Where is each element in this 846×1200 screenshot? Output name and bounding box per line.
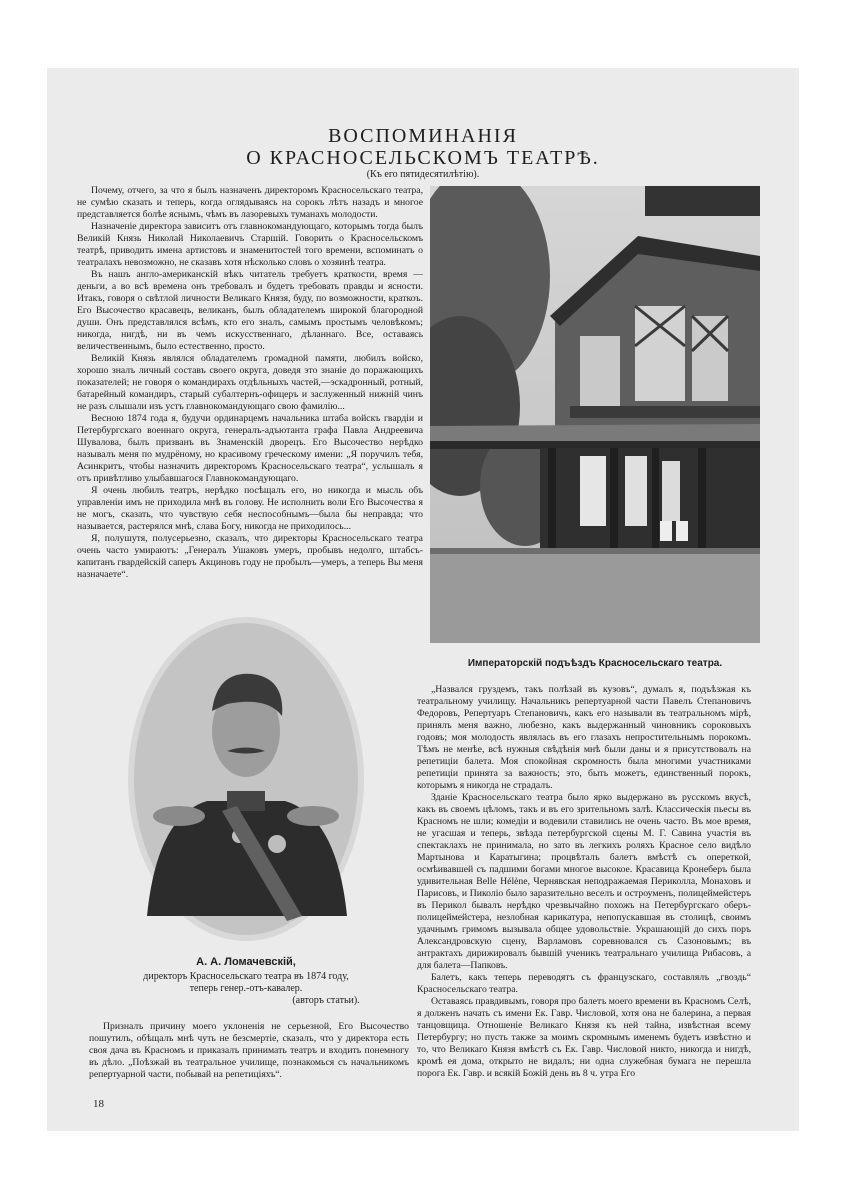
left-text-column — [77, 185, 423, 605]
paragraph: Я, полушутя, полусерьезно, сказалъ, что директоры Красносельскаго театра очень часто умираютъ: „Генералъ Ушаковъ умеръ, пробывъ недолго, штабсъ-капитанъ гвардейскій саперъ Акциновъ году не пробылъ—умеръ, а теперь Вы меня назначаете“. — [77, 533, 423, 580]
article-title-line-1: ВОСПОМИНАНІЯ — [328, 125, 518, 147]
paragraph: Назначеніе директора зависитъ отъ главнокомандующаго, которымъ тогда былъ Великій Князь Николай Николаевичъ Старшій. Говорить о Красносельскомъ театрѣ, приводить имена артистовъ и знаменитостей того времени, вспоминать о театралахъ невозможно, не сказавъ хотя нѣсколько словъ о хозяинѣ театра. — [77, 221, 423, 268]
paragraph: Весною 1874 года я, будучи ординарцемъ начальника штаба войскъ гвардіи и Петербургскаго военнаго округа, генералъ-адъютанта графа Павла Андреевича Шувалова, былъ призванъ въ Знаменскій дворецъ. Его Высочество нерѣдко называлъ меня по мудрёному, но красивому греческому имени: „Я поручилъ тебя, Асинкритъ, чтобы назначить директоромъ Красносельскаго театра“, услышалъ я отъ привѣтливо улыбавшагося Главнокомандующаго. — [77, 413, 423, 484]
paragraph: Балетъ, какъ теперь переводятъ съ французскаго, составлялъ „гвоздь“ Красносельскаго театра. — [417, 972, 751, 995]
theatre-photo-caption: Императорскій подъѣздъ Красносельскаго театра. — [467, 658, 723, 669]
paragraph: Въ нашъ англо-американскій вѣкъ читатель требуетъ краткости, время — деньги, а во всѣ времена онъ требовалъ и будетъ требовать правды и ясности. Итакъ, говоря о свѣтлой личности Великаго Князя, буду, по возможности, краткоъ. Его Высочество красавецъ, великанъ, былъ обладателемъ широкой благородной души. Онъ представлялся всѣмъ, кто его зналъ, самымъ простымъ человѣкомъ; никогда, нигдѣ, ни въ чемъ искусственнаго, дѣланнаго. Все, оставаясь величественнымъ, было естественно, просто. — [77, 269, 423, 352]
author-portrait — [127, 616, 365, 942]
portrait-caption-line: (авторъ статьи). — [292, 995, 360, 1006]
page-number: 18 — [93, 1098, 104, 1110]
paragraph: Великій Князь являлся обладателемъ громадной памяти, любилъ войско, хорошо зналъ личный составъ своего округа, доведя это знаніе до поражающихъ показателей; не говоря о командирахъ отдѣльныхъ частей,—эскадронный, ротный, батарейный командиръ, старый субалтернъ-офицеръ и заслуженный нижній чинъ не разъ слышали изъ устъ главнокомандующаго свою фамилію... — [77, 353, 423, 412]
paragraph: Зданіе Красносельскаго театра было ярко выдержано въ русскомъ вкусѣ, какъ въ своемъ цѣломъ, такъ и въ его зрительномъ залѣ. Классическія пьесы въ Красномъ не шли; комедіи и водевили ставились не очень часто. Въ мое время, не угасшая и теперь, звѣзда петербургской сцены М. Г. Савина участія въ спектаклахъ не принимала, но зато въ легкихъ роляхъ Красное село видѣло Мартынова и Каратыгина; процвѣталъ балетъ вмѣстѣ съ опереткой, осмѣивавшей съ падшими богами многое высокое. Красавица Кронеберъ была удивительная Belle Hélène, Чернявская неподражаемая Периколла, Монаховъ и Парисовъ, и Пиколіо было заразительно веселъ и остроуменъ, полицеймейстеръ въ Перикол бывалъ нерѣдко чрезвычайно похожъ на Петербургскаго оберъ-полицеймейстера, незлобная карикатура, непопускавшая въ столицѣ, своимъ удачнымъ гримомъ вызывала общее удовольствіе. Украшающій до сихъ поръ Александровскую сцену, Варламовъ соревновался съ Сазоновымъ; въ антрактахъ дирижировалъ бывшій ученикъ театральнаго училища Рибасовъ, а для балета—Папковъ. — [417, 792, 751, 971]
paragraph: Призналъ причину моего уклоненія не серьезной, Его Высочество пошутилъ, обѣщалъ мнѣ чуть не безсмертіе, сказалъ, что у директора есть своя дача въ Красномъ и приказалъ принимать театръ и входить понемногу въ дѣло. „Поѣзжай въ театральное училище, познакомься съ начальникомъ репертуарной части, побывай на репетиціяхъ“. — [89, 1021, 409, 1080]
article-subtitle: (Къ его пятидесятилѣтію). — [366, 169, 480, 180]
theatre-entrance-photo — [430, 186, 760, 643]
right-text-column — [417, 684, 751, 1114]
portrait-caption-name: А. А. Ломачевскій, — [196, 956, 296, 968]
portrait-caption-line: теперь генер.-отъ-кавалер. — [189, 983, 303, 994]
paragraph: „Назвался груздемъ, такъ полѣзай въ кузовъ“, думалъ я, подъѣзжая къ театральному училищу. Начальникъ репертуарной части Павелъ Степановичъ Федоровъ, Репертуаръ Степановичъ, какъ его называли въ театральномъ мірѣ, принялъ меня важно, любезно, какъ выдержанный чиновникъ сороковыхъ годовъ; моя молодость являлась въ его глазахъ непростительнымъ порокомъ. Тѣмъ не менѣе, всѣ нужныя свѣдѣнія мнѣ были даны и я присутствовалъ на репетиціи балета. Моя спокойная скромность была многими участниками репетиціи принята за важность; это, быть можетъ, единственный порокъ, которымъ я никогда не страдалъ. — [417, 684, 751, 791]
paragraph: Я очень любилъ театръ, нерѣдко посѣщалъ его, но никогда и мысль объ управленіи имъ не приходила мнѣ въ голову. Не исполнить воли Его Высочества я не могъ, сказать, что чувствую себя неспособнымъ—была бы неправда; что называется, растерялся мнѣ, слава Богу, никогда не приходилось... — [77, 485, 423, 532]
magazine-page — [47, 68, 799, 1131]
paragraph: Оставаясь правдивымъ, говоря про балетъ моего времени въ Красномъ Селѣ, я долженъ начать съ имени Ек. Гавр. Числовой, хотя она не балерина, а первая танцовщица. Отношеніе Великаго Князя къ ней тайна, извѣстная всему Петербургу; но пусть также за моимъ скромнымъ именемъ будетъ извѣстно и то, что Великаго Князя вмѣстѣ съ Ек. Гавр. Числовой никто, никогда и нигдѣ, кромѣ ея дома, открыто не видалъ; ни одна служебная бумага не перешла порога Ек. Гавр. и всякій Божій день въ 8 ч. утра Его — [417, 996, 751, 1079]
paragraph: Почему, отчего, за что я былъ назначенъ директоромъ Красносельскаго театра, не сумѣю сказать и теперь, когда оглядываясь на сорокъ лѣтъ назадъ и многое представляется болѣе яснымъ, чѣмъ въ лазоревыхъ туманахъ молодости. — [77, 185, 423, 220]
article-title-line-2: О КРАСНОСЕЛЬСКОМЪ ТЕАТРѢ. — [246, 147, 600, 169]
portrait-caption-line: директоръ Красносельскаго театра въ 1874 году, — [143, 971, 349, 982]
bottom-left-text-column — [89, 1021, 409, 1101]
